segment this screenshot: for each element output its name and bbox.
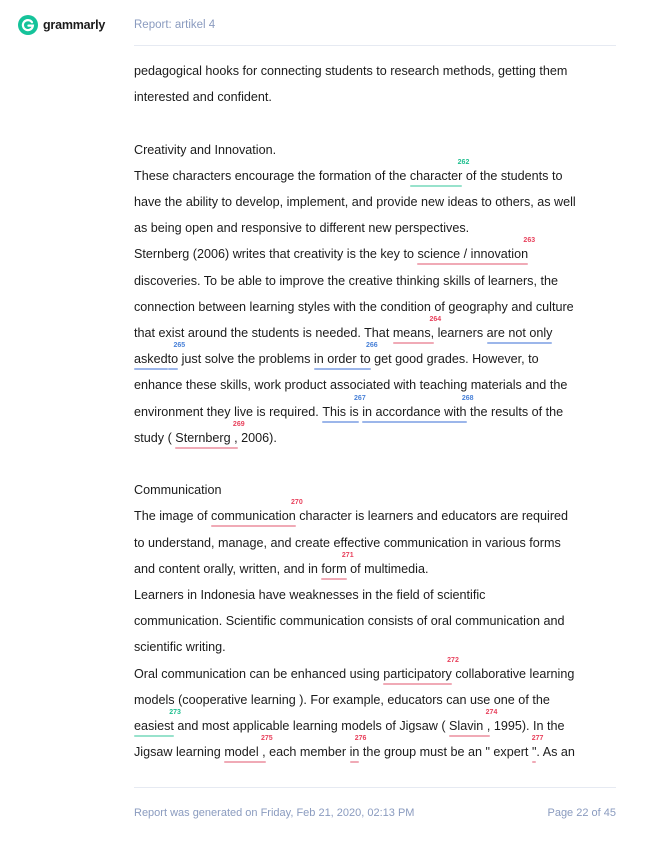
text-segment: environment they live is required. <box>134 404 323 419</box>
text-segment: of the students to <box>462 168 563 183</box>
flagged-issue[interactable] <box>362 394 474 419</box>
flagged-issue[interactable] <box>321 551 354 576</box>
brand-name: grammarly <box>43 18 106 32</box>
issue-number: 270 <box>291 499 303 507</box>
flagged-text: in <box>349 745 360 760</box>
issue-number: 262 <box>457 158 470 166</box>
text-segment: that exist around the students is needed. That <box>134 326 393 341</box>
flagged-text: asked <box>134 352 168 367</box>
text-line <box>134 137 616 163</box>
text-line <box>134 530 616 556</box>
flagged-issue[interactable] <box>313 342 378 367</box>
text-line <box>134 608 616 634</box>
issue-number: 268 <box>461 394 474 402</box>
text-segment: Oral communication can be enhanced using <box>134 666 384 681</box>
text-line <box>134 58 616 84</box>
text-segment: study ( <box>134 430 176 445</box>
flagged-issue[interactable] <box>392 316 442 341</box>
text-segment: Communication <box>134 483 222 498</box>
text-segment: enhance these skills, work product associated with teaching materials and the <box>134 378 568 393</box>
flagged-text: character <box>409 168 463 183</box>
flagged-issue[interactable] <box>531 735 544 760</box>
text-line <box>134 582 616 608</box>
text-segment: each member <box>265 745 350 760</box>
report-title: Report: artikel 4 <box>134 19 216 31</box>
text-segment: to understand, manage, and create effective communication in various forms <box>134 535 561 550</box>
issue-number: 273 <box>169 709 181 717</box>
flagged-text: participatory <box>383 666 452 681</box>
text-segment: pedagogical hooks for connecting students to research methods, getting them <box>134 64 568 78</box>
text-segment: of multimedia. <box>346 561 429 576</box>
issue-number: 269 <box>232 420 245 428</box>
flagged-text: are not only <box>486 326 553 341</box>
flagged-text: to <box>167 352 179 367</box>
flagged-issue[interactable] <box>211 499 303 524</box>
flagged-text: easiest <box>134 719 174 734</box>
text-line <box>134 268 616 294</box>
report-generated-note: Report was generated on Friday, Feb 21, 2020, 02:13 PM <box>134 807 415 819</box>
flagged-text: Sternberg , <box>175 430 238 445</box>
text-line <box>134 342 616 372</box>
text-line <box>134 215 616 241</box>
text-segment: models (cooperative learning ). For example, educators can use one of the <box>134 692 550 707</box>
text-line <box>134 634 616 660</box>
flagged-issue[interactable] <box>349 735 367 760</box>
text-line <box>134 420 616 451</box>
text-segment: Jigsaw learning <box>134 745 225 760</box>
text-line <box>134 687 616 713</box>
text-segment: Sternberg (2006) writes that creativity is the key to <box>134 247 418 262</box>
text-segment: The image of <box>134 509 212 524</box>
footer-divider <box>134 787 616 788</box>
text-segment: and most applicable learning models of Jigsaw ( <box>173 719 450 734</box>
flagged-issue[interactable] <box>167 342 186 367</box>
text-line <box>134 158 616 189</box>
flagged-issue[interactable] <box>134 352 168 366</box>
issue-number: 272 <box>447 656 459 664</box>
issue-number: 265 <box>173 342 186 350</box>
text-line <box>134 735 616 765</box>
text-segment: have the ability to develop, implement, and provide new ideas to others, as well <box>134 195 576 209</box>
paragraph-gap <box>134 110 616 136</box>
text-segment: as being open and responsive to different new perspectives. <box>134 221 470 236</box>
report-text-body <box>134 58 616 765</box>
text-segment: connection between learning styles with the condition of geography and culture <box>134 299 574 314</box>
flagged-issue[interactable] <box>134 709 181 734</box>
issue-number: 276 <box>354 735 367 743</box>
text-line <box>134 551 616 582</box>
flagged-issue[interactable] <box>175 420 245 445</box>
text-line <box>134 499 616 529</box>
text-line <box>134 394 616 425</box>
report-header <box>0 0 650 46</box>
issue-number: 274 <box>485 709 498 717</box>
text-segment: Learners in Indonesia have weaknesses in the field of scientific <box>134 588 486 603</box>
issue-number: 271 <box>341 551 354 559</box>
text-line <box>134 372 616 398</box>
flagged-text: Slavin , <box>449 719 491 734</box>
text-segment: 1995). In the <box>490 719 565 734</box>
text-line <box>134 294 616 320</box>
flagged-issue[interactable] <box>322 394 366 419</box>
flagged-text: communication <box>211 509 296 524</box>
text-segment: discoveries. To be able to improve the creative thinking skills of learners, the <box>134 273 558 288</box>
issue-number: 277 <box>531 735 544 743</box>
text-line <box>134 189 616 215</box>
text-line <box>134 84 616 110</box>
text-segment: communication. Scientific communication consists of oral communication and <box>134 614 565 629</box>
flagged-issue[interactable] <box>449 709 498 734</box>
text-segment: interested and confident. <box>134 90 272 105</box>
text-line <box>134 477 616 503</box>
text-segment: just solve the problems <box>178 352 314 367</box>
text-segment: Creativity and Innovation. <box>134 142 277 157</box>
flagged-text: form <box>321 561 347 576</box>
text-segment: character is learners and educators are required <box>295 509 569 524</box>
text-segment: scientific writing. <box>134 640 226 655</box>
text-segment: 2006). <box>237 430 277 445</box>
text-segment: the group must be an " expert <box>359 745 532 760</box>
text-segment: learners <box>434 326 487 341</box>
text-segment: . As an <box>536 745 575 760</box>
flagged-text: This is <box>322 404 359 419</box>
page-number: Page 22 of 45 <box>547 807 616 819</box>
flagged-issue[interactable] <box>224 735 273 760</box>
flagged-text: science / innovation <box>417 247 529 262</box>
flagged-issue[interactable] <box>487 326 553 340</box>
flagged-text: in accordance with <box>362 404 467 419</box>
flagged-text: model , <box>224 745 266 760</box>
header-divider <box>134 45 616 46</box>
text-segment: the results of the <box>466 404 564 419</box>
flagged-issue[interactable] <box>417 237 536 262</box>
grammarly-logo <box>18 15 105 35</box>
text-line <box>134 656 616 687</box>
flagged-text: in order to <box>313 352 371 367</box>
text-segment: collaborative learning <box>451 666 575 681</box>
flagged-issue[interactable] <box>409 158 470 183</box>
grammarly-g-icon <box>18 15 38 35</box>
flagged-text: " <box>531 745 537 760</box>
issue-number: 264 <box>429 316 442 324</box>
flagged-text: means, <box>392 326 435 341</box>
text-segment: and content orally, written, and in <box>134 561 322 576</box>
text-segment: get good grades. However, to <box>370 352 539 367</box>
issue-number: 275 <box>260 735 273 743</box>
paragraph-gap <box>134 451 616 477</box>
text-segment: These characters encourage the formation of the <box>134 168 410 183</box>
issue-number: 266 <box>365 342 378 350</box>
issue-number: 267 <box>354 394 366 402</box>
text-line <box>134 237 616 267</box>
flagged-issue[interactable] <box>383 656 459 681</box>
issue-number: 263 <box>523 237 536 245</box>
